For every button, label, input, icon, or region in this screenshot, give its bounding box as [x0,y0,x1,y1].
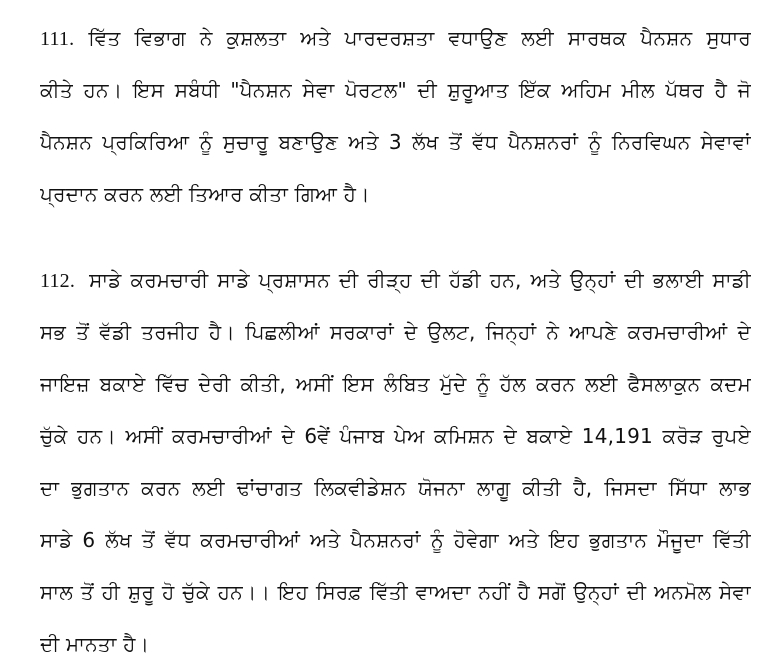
line-text: ਸਾਡੇ ਕਰਮਚਾਰੀ ਸਾਡੇ ਪ੍ਰਸ਼ਾਸਨ ਦੀ ਰੀੜ੍ਹ ਦੀ ਹੱਡੀ ਹਨ, ਅਤੇ ਉਨ੍ਹਾਂ ਦੀ ਭਲਾਈ ਸਾਡੀ [89,268,751,292]
paragraph-number: 111. [40,28,75,50]
paragraph-number: 112. [40,270,76,292]
paragraph-112 [40,254,751,670]
line-text: ਵਿੱਤ ਵਿਭਾਗ ਨੇ ਕੁਸ਼ਲਤਾ ਅਤੇ ਪਾਰਦਰਸ਼ਤਾ ਵਧਾਉਣ ਲਈ ਸਾਰਥਕ ਪੈਨਸ਼ਨ ਸੁਧਾਰ [88,26,751,50]
paragraph-line [40,254,751,306]
paragraph-line: ਪੈਨਸ਼ਨ ਪ੍ਰਕਿਰਿਆ ਨੂੰ ਸੁਚਾਰੂ ਬਣਾਉਣ ਅਤੇ 3 ਲੱਖ ਤੋਂ ਵੱਧ ਪੈਨਸ਼ਨਰਾਂ ਨੂੰ ਨਿਰਵਿਘਨ ਸੇਵਾਵਾਂ [40,130,751,154]
paragraph-line: ਚੁੱਕੇ ਹਨ। ਅਸੀਂ ਕਰਮਚਾਰੀਆਂ ਦੇ 6ਵੇਂ ਪੰਜਾਬ ਪੇਅ ਕਮਿਸ਼ਨ ਦੇ ਬਕਾਏ 14,191 ਕਰੋੜ ਰੁਪਏ [40,424,751,448]
paragraph-line: ਦਾ ਭੁਗਤਾਨ ਕਰਨ ਲਈ ਢਾਂਚਾਗਤ ਲਿਕਵੀਡੇਸ਼ਨ ਯੋਜਨਾ ਲਾਗੂ ਕੀਤੀ ਹੈ, ਜਿਸਦਾ ਸਿੱਧਾ ਲਾਭ [40,476,751,500]
paragraph-line [40,12,751,64]
paragraph-line: ਸਾਡੇ 6 ਲੱਖ ਤੋਂ ਵੱਧ ਕਰਮਚਾਰੀਆਂ ਅਤੇ ਪੈਨਸ਼ਨਰਾਂ ਨੂੰ ਹੋਵੇਗਾ ਅਤੇ ਇਹ ਭੁਗਤਾਨ ਮੌਜੂਦਾ ਵਿੱਤੀ [40,528,751,552]
paragraph-line: ਸਭ ਤੋਂ ਵੱਡੀ ਤਰਜੀਹ ਹੈ। ਪਿਛਲੀਆਂ ਸਰਕਾਰਾਂ ਦੇ ਉਲਟ, ਜਿਨ੍ਹਾਂ ਨੇ ਆਪਣੇ ਕਰਮਚਾਰੀਆਂ ਦੇ [40,320,751,344]
paragraph-line: ਜਾਇਜ਼ ਬਕਾਏ ਵਿੱਚ ਦੇਰੀ ਕੀਤੀ, ਅਸੀਂ ਇਸ ਲੰਬਿਤ ਮੁੱਦੇ ਨੂੰ ਹੱਲ ਕਰਨ ਲਈ ਫੈਸਲਾਕੁਨ ਕਦਮ [40,372,751,396]
paragraph-line: ਪ੍ਰਦਾਨ ਕਰਨ ਲਈ ਤਿਆਰ ਕੀਤਾ ਗਿਆ ਹੈ। [40,182,370,206]
paragraph-111 [40,12,751,220]
paragraph-line: ਸਾਲ ਤੋਂ ਹੀ ਸ਼ੁਰੂ ਹੋ ਚੁੱਕੇ ਹਨ।। ਇਹ ਸਿਰਫ਼ ਵਿੱਤੀ ਵਾਅਦਾ ਨਹੀਂ ਹੈ ਸਗੋਂ ਉਨ੍ਹਾਂ ਦੀ ਅਨਮੋਲ ਸੇਵਾ [40,580,751,604]
paragraph-line: ਦੀ ਮਾਨਤਾ ਹੈ। [40,632,150,656]
paragraph-line: ਕੀਤੇ ਹਨ। ਇਸ ਸਬੰਧੀ "ਪੈਨਸ਼ਨ ਸੇਵਾ ਪੋਰਟਲ" ਦੀ ਸ਼ੁਰੂਆਤ ਇੱਕ ਅਹਿਮ ਮੀਲ ਪੱਥਰ ਹੈ ਜੋ [40,78,751,102]
